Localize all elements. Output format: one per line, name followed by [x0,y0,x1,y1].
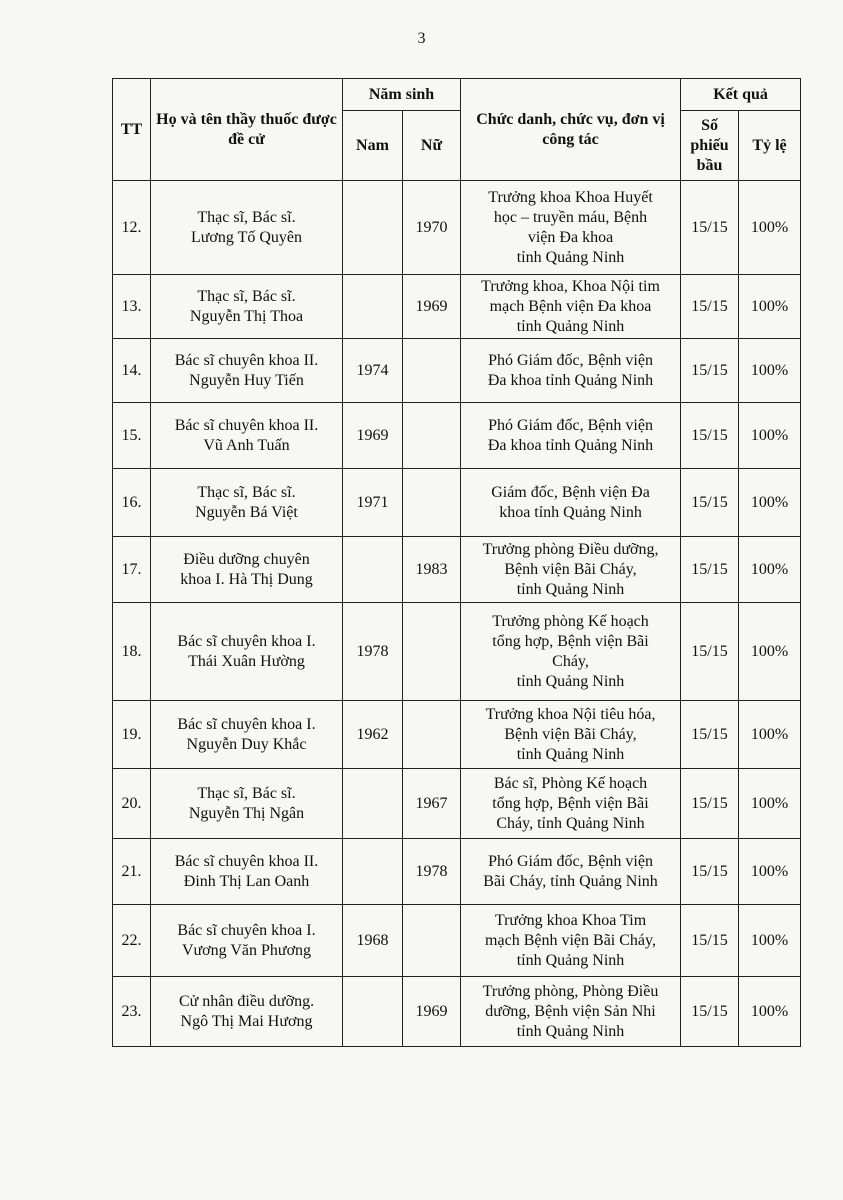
position-cell-line: khoa tỉnh Quảng Ninh [499,503,642,521]
votes-cell: 15/15 [681,769,739,839]
nominee-name-cell-line: Bác sĩ chuyên khoa II. [174,416,319,434]
nominee-name-cell-line: Bác sĩ chuyên khoa II. [174,351,319,369]
position-cell-line: Trưởng khoa, Khoa Nội tim [481,277,660,295]
votes-cell: 15/15 [681,977,739,1047]
nominee-name-cell-line: Đinh Thị Lan Oanh [183,872,310,890]
table-row [113,403,801,469]
nominee-name-cell-line: Nguyễn Thị Ngân [188,804,305,822]
rate-cell: 100% [739,469,801,537]
table-row [113,603,801,701]
table-row [113,339,801,403]
votes-cell: 15/15 [681,275,739,339]
table-row [113,537,801,603]
position-cell-line: Phó Giám đốc, Bệnh viện [488,351,653,369]
rate-cell: 100% [739,275,801,339]
position-cell-line: Phó Giám đốc, Bệnh viện [488,416,653,434]
position-cell [461,905,681,977]
row-number-cell: 12. [113,181,151,275]
position-cell-line: Đa khoa tỉnh Quảng Ninh [487,371,654,389]
header-result: Kết quả [681,79,801,111]
votes-cell: 15/15 [681,701,739,769]
nominee-name-cell-line: Bác sĩ chuyên khoa I. [177,921,316,939]
row-number-cell: 19. [113,701,151,769]
votes-cell: 15/15 [681,905,739,977]
birth-year-female-cell [403,403,461,469]
nominee-name-cell-line: Nguyễn Duy Khắc [186,735,307,753]
votes-cell: 15/15 [681,603,739,701]
nominee-name-cell [151,701,343,769]
position-cell [461,839,681,905]
rate-cell: 100% [739,181,801,275]
rate-cell: 100% [739,701,801,769]
position-cell-line: Trưởng khoa Nội tiêu hóa, [485,705,656,723]
nominee-name-cell-line: Thái Xuân Hường [188,652,305,670]
nominee-name-cell [151,905,343,977]
position-cell-line: Trưởng phòng Điều dưỡng, [482,540,659,558]
header-birth-year: Năm sinh [343,79,461,111]
position-cell-line: Giám đốc, Bệnh viện Đa [491,483,650,501]
nominee-name-cell-line: Điều dưỡng chuyên [183,550,310,568]
birth-year-male-cell: 1968 [343,905,403,977]
rate-cell: 100% [739,339,801,403]
nominee-name-cell-line: Thạc sĩ, Bác sĩ. [197,784,296,802]
table-row [113,905,801,977]
nominee-name-cell [151,339,343,403]
rate-cell: 100% [739,977,801,1047]
position-cell-line: mạch Bệnh viện Bãi Cháy, [485,931,656,949]
table-row [113,769,801,839]
rate-cell: 100% [739,603,801,701]
nominee-name-cell-line: Lương Tố Quyên [190,228,303,246]
rate-cell: 100% [739,537,801,603]
votes-cell: 15/15 [681,469,739,537]
position-cell-line: tỉnh Quảng Ninh [516,248,625,266]
position-cell [461,701,681,769]
position-cell-line: Bệnh viện Bãi Cháy, [504,560,637,578]
nominee-name-cell-line: Vũ Anh Tuấn [203,436,290,454]
header-position: Chức danh, chức vụ, đơn vị công tác [461,79,681,181]
nominee-name-cell [151,977,343,1047]
birth-year-female-cell: 1978 [403,839,461,905]
nominee-name-cell [151,275,343,339]
nominee-name-cell [151,469,343,537]
position-cell-line: tổng hợp, Bệnh viện Bãi [492,632,649,650]
position-cell-line: Phó Giám đốc, Bệnh viện [488,852,653,870]
birth-year-male-cell: 1974 [343,339,403,403]
votes-cell: 15/15 [681,839,739,905]
rate-cell: 100% [739,905,801,977]
birth-year-female-cell [403,701,461,769]
position-cell-line: dưỡng, Bệnh viện Sản Nhi [485,1002,656,1020]
row-number-cell: 20. [113,769,151,839]
position-cell-line: viện Đa khoa [527,228,614,246]
position-cell [461,181,681,275]
position-cell-line: Bệnh viện Bãi Cháy, [504,725,637,743]
table-row [113,469,801,537]
birth-year-male-cell [343,769,403,839]
position-cell-line: Đa khoa tỉnh Quảng Ninh [487,436,654,454]
position-cell-line: Cháy, [552,652,589,670]
header-name: Họ và tên thầy thuốc được đề cử [151,79,343,181]
nominee-name-cell [151,403,343,469]
page-number: 3 [417,30,426,47]
position-cell-line: Trưởng phòng Kế hoạch [492,612,649,630]
nominee-name-cell-line: Nguyễn Huy Tiến [189,371,304,389]
birth-year-male-cell [343,977,403,1047]
position-cell [461,469,681,537]
nominee-name-cell-line: khoa I. Hà Thị Dung [180,570,313,588]
votes-cell: 15/15 [681,339,739,403]
birth-year-male-cell: 1962 [343,701,403,769]
table-row [113,977,801,1047]
birth-year-female-cell [403,603,461,701]
nominee-name-cell-line: Thạc sĩ, Bác sĩ. [197,483,296,501]
position-cell [461,603,681,701]
birth-year-male-cell [343,275,403,339]
votes-cell: 15/15 [681,537,739,603]
nominee-name-cell [151,603,343,701]
header-rate: Tỷ lệ [739,111,801,181]
nominee-name-cell [151,537,343,603]
birth-year-male-cell: 1969 [343,403,403,469]
nominee-name-cell [151,769,343,839]
position-cell-line: tỉnh Quảng Ninh [516,580,625,598]
nominee-results-table [112,78,801,1047]
position-cell [461,537,681,603]
nominee-name-cell-line: Bác sĩ chuyên khoa I. [177,632,316,650]
position-cell-line: tỉnh Quảng Ninh [516,317,625,335]
birth-year-female-cell: 1967 [403,769,461,839]
row-number-cell: 13. [113,275,151,339]
position-cell-line: Trưởng phòng, Phòng Điều [482,982,659,1000]
row-number-cell: 23. [113,977,151,1047]
nominee-name-cell-line: Bác sĩ chuyên khoa II. [174,852,319,870]
position-cell [461,977,681,1047]
row-number-cell: 21. [113,839,151,905]
nominee-name-cell [151,839,343,905]
nominee-name-cell-line: Vương Văn Phương [181,941,312,959]
rate-cell: 100% [739,403,801,469]
row-number-cell: 17. [113,537,151,603]
row-number-cell: 15. [113,403,151,469]
nominee-name-cell-line: Cử nhân điều dưỡng. [178,992,315,1010]
birth-year-female-cell: 1969 [403,977,461,1047]
position-cell-line: tỉnh Quảng Ninh [516,672,625,690]
nominee-name-cell-line: Bác sĩ chuyên khoa I. [177,715,316,733]
birth-year-female-cell [403,469,461,537]
position-cell [461,275,681,339]
row-number-cell: 18. [113,603,151,701]
birth-year-female-cell: 1970 [403,181,461,275]
position-cell [461,403,681,469]
birth-year-male-cell: 1971 [343,469,403,537]
position-cell-line: Trưởng khoa Khoa Tim [494,911,647,929]
position-cell [461,769,681,839]
position-cell-line: Cháy, tỉnh Quảng Ninh [496,814,645,832]
row-number-cell: 14. [113,339,151,403]
rate-cell: 100% [739,769,801,839]
position-cell-line: Trưởng khoa Khoa Huyết [488,188,653,206]
birth-year-female-cell: 1983 [403,537,461,603]
birth-year-male-cell [343,839,403,905]
birth-year-male-cell [343,537,403,603]
nominee-name-cell [151,181,343,275]
position-cell-line: tỉnh Quảng Ninh [516,951,625,969]
position-cell-line: tỉnh Quảng Ninh [516,745,625,763]
position-cell-line: Bác sĩ, Phòng Kế hoạch [493,774,648,792]
birth-year-female-cell: 1969 [403,275,461,339]
position-cell-line: mạch Bệnh viện Đa khoa [489,297,652,315]
table-body [113,181,801,1047]
votes-cell: 15/15 [681,403,739,469]
header-male: Nam [343,111,403,181]
position-cell [461,339,681,403]
birth-year-female-cell [403,905,461,977]
position-cell-line: Bãi Cháy, tỉnh Quảng Ninh [483,872,658,890]
rate-cell: 100% [739,839,801,905]
table-row [113,839,801,905]
row-number-cell: 22. [113,905,151,977]
nominee-name-cell-line: Thạc sĩ, Bác sĩ. [197,208,296,226]
position-cell-line: tỉnh Quảng Ninh [516,1022,625,1040]
votes-cell: 15/15 [681,181,739,275]
position-cell-line: học – truyền máu, Bệnh [493,208,648,226]
nominee-name-cell-line: Ngô Thị Mai Hương [180,1012,313,1030]
table-row [113,181,801,275]
birth-year-male-cell [343,181,403,275]
table-row [113,701,801,769]
nominee-name-cell-line: Nguyễn Bá Việt [195,503,298,521]
position-cell-line: tổng hợp, Bệnh viện Bãi [492,794,649,812]
table-row [113,275,801,339]
nominee-name-cell-line: Thạc sĩ, Bác sĩ. [197,287,296,305]
birth-year-female-cell [403,339,461,403]
row-number-cell: 16. [113,469,151,537]
header-tt: TT [113,79,151,181]
nominee-name-cell-line: Nguyễn Thị Thoa [189,307,304,325]
birth-year-male-cell: 1978 [343,603,403,701]
header-votes: Số phiếu bầu [681,111,739,181]
header-female: Nữ [403,111,461,181]
